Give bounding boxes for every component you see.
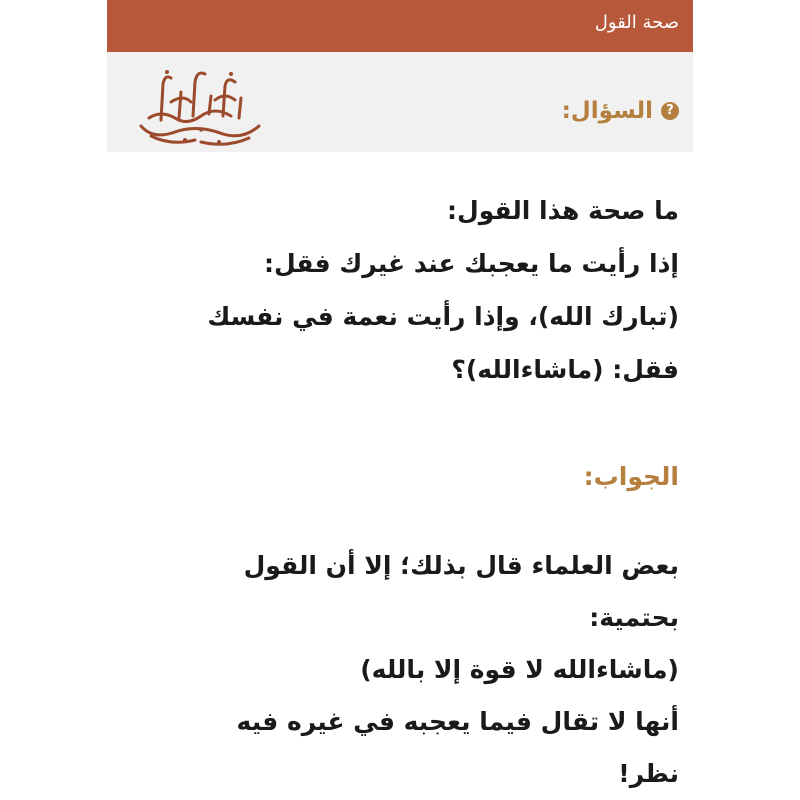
question-text xyxy=(135,184,679,396)
answer-line: (ماشاءالله لا قوة إلا بالله) xyxy=(360,655,679,684)
question-line: إذا رأيت ما يعجبك عند غيرك فقل: xyxy=(263,249,679,278)
answer-line: نظر! xyxy=(618,759,679,788)
content-card xyxy=(107,0,693,800)
answer-line: بعض العلماء قال بذلك؛ إلا أن القول xyxy=(243,551,679,580)
question-circle-icon: ? xyxy=(661,102,679,120)
header-bar xyxy=(107,0,693,52)
answer-text xyxy=(121,540,679,800)
question-line: فقل: (ماشاءالله)؟ xyxy=(451,355,679,384)
question-label xyxy=(562,98,679,124)
answer-label: الجواب: xyxy=(583,462,679,491)
answer-line: أنها لا تقال فيما يعجبه في غيره فيه xyxy=(236,707,679,736)
header-title: صحة القول xyxy=(594,12,679,33)
question-line: (تبارك الله)، وإذا رأيت نعمة في نفسك xyxy=(207,302,679,331)
question-header-band xyxy=(107,52,693,152)
answer-line: بحتمية: xyxy=(589,603,679,632)
calligraphy-logo xyxy=(131,56,269,148)
question-label-text: السؤال: xyxy=(561,98,653,124)
question-line: ما صحة هذا القول: xyxy=(447,196,679,225)
